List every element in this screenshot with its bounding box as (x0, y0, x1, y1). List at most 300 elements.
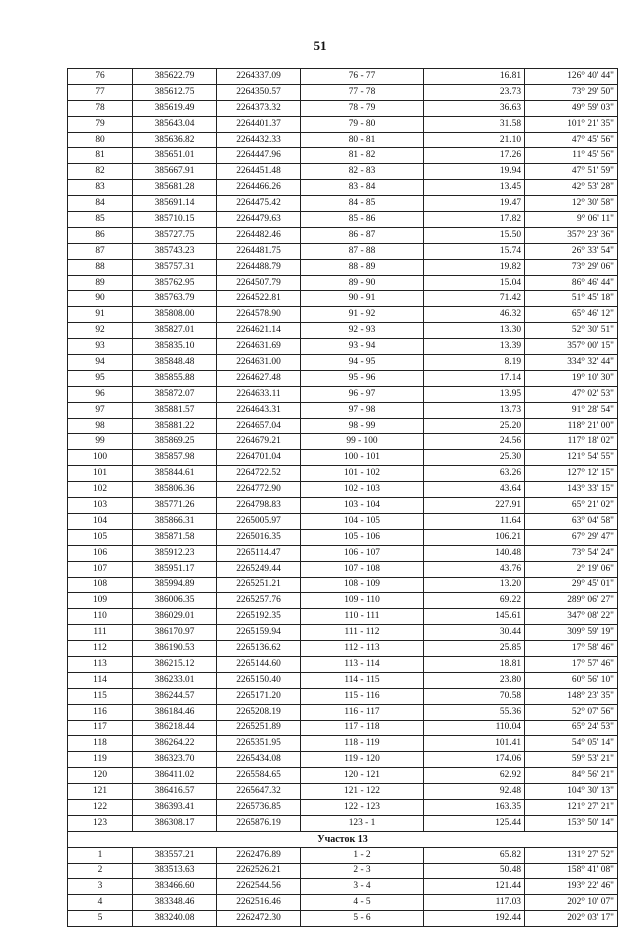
cell-y-coordinate: 2265136.62 (217, 641, 301, 657)
table-row (68, 672, 618, 688)
cell-bearing: 52° 30' 51" (525, 323, 618, 339)
cell-point-number: 109 (68, 593, 133, 609)
cell-length: 117.03 (424, 895, 525, 911)
table-row (68, 768, 618, 784)
cell-point-number: 86 (68, 227, 133, 243)
cell-point-number: 101 (68, 466, 133, 482)
table-row (68, 180, 618, 196)
cell-length: 13.39 (424, 339, 525, 355)
cell-segment: 2 - 3 (301, 863, 424, 879)
cell-length: 19.47 (424, 196, 525, 212)
cell-bearing: 121° 54' 55" (525, 450, 618, 466)
table-row (68, 323, 618, 339)
cell-bearing: 65° 21' 02" (525, 498, 618, 514)
cell-segment: 96 - 97 (301, 386, 424, 402)
cell-x-coordinate: 386393.41 (133, 799, 217, 815)
cell-point-number: 123 (68, 815, 133, 831)
cell-x-coordinate: 385871.58 (133, 529, 217, 545)
cell-x-coordinate: 386029.01 (133, 609, 217, 625)
cell-length: 65.82 (424, 847, 525, 863)
cell-point-number: 114 (68, 672, 133, 688)
cell-x-coordinate: 385743.23 (133, 243, 217, 259)
cell-x-coordinate: 386416.57 (133, 784, 217, 800)
cell-length: 15.50 (424, 227, 525, 243)
cell-bearing: 47° 51' 59" (525, 164, 618, 180)
cell-y-coordinate: 2264475.42 (217, 196, 301, 212)
cell-y-coordinate: 2264631.69 (217, 339, 301, 355)
cell-bearing: 357° 00' 15" (525, 339, 618, 355)
cell-length: 13.45 (424, 180, 525, 196)
cell-length: 62.92 (424, 768, 525, 784)
cell-x-coordinate: 386308.17 (133, 815, 217, 831)
cell-length: 19.82 (424, 259, 525, 275)
cell-segment: 105 - 106 (301, 529, 424, 545)
cell-y-coordinate: 2264447.96 (217, 148, 301, 164)
cell-point-number: 78 (68, 100, 133, 116)
cell-bearing: 17° 58' 46" (525, 641, 618, 657)
cell-length: 17.14 (424, 370, 525, 386)
cell-length: 8.19 (424, 355, 525, 371)
cell-x-coordinate: 385857.98 (133, 450, 217, 466)
cell-y-coordinate: 2265351.95 (217, 736, 301, 752)
cell-point-number: 93 (68, 339, 133, 355)
cell-segment: 87 - 88 (301, 243, 424, 259)
cell-y-coordinate: 2264522.81 (217, 291, 301, 307)
section-title: Участок 13 (68, 831, 618, 847)
cell-segment: 90 - 91 (301, 291, 424, 307)
cell-length: 70.58 (424, 688, 525, 704)
cell-segment: 107 - 108 (301, 561, 424, 577)
cell-y-coordinate: 2265584.65 (217, 768, 301, 784)
cell-x-coordinate: 385872.07 (133, 386, 217, 402)
cell-segment: 84 - 85 (301, 196, 424, 212)
cell-y-coordinate: 2265016.35 (217, 529, 301, 545)
cell-length: 15.04 (424, 275, 525, 291)
cell-length: 24.56 (424, 434, 525, 450)
table-row (68, 450, 618, 466)
cell-y-coordinate: 2265159.94 (217, 625, 301, 641)
cell-point-number: 76 (68, 69, 133, 85)
cell-bearing: 73° 29' 50" (525, 84, 618, 100)
cell-bearing: 158° 41' 08" (525, 863, 618, 879)
cell-y-coordinate: 2264337.09 (217, 69, 301, 85)
cell-y-coordinate: 2264701.04 (217, 450, 301, 466)
cell-segment: 76 - 77 (301, 69, 424, 85)
table-row (68, 545, 618, 561)
cell-y-coordinate: 2265249.44 (217, 561, 301, 577)
cell-segment: 118 - 119 (301, 736, 424, 752)
cell-point-number: 79 (68, 116, 133, 132)
table-row (68, 307, 618, 323)
cell-bearing: 143° 33' 15" (525, 482, 618, 498)
cell-bearing: 309° 59' 19" (525, 625, 618, 641)
cell-length: 46.32 (424, 307, 525, 323)
cell-point-number: 96 (68, 386, 133, 402)
cell-length: 145.61 (424, 609, 525, 625)
table-row (68, 911, 618, 927)
cell-length: 36.63 (424, 100, 525, 116)
cell-bearing: 54° 05' 14" (525, 736, 618, 752)
cell-segment: 4 - 5 (301, 895, 424, 911)
table-row (68, 498, 618, 514)
cell-y-coordinate: 2264722.52 (217, 466, 301, 482)
cell-bearing: 131° 27' 52" (525, 847, 618, 863)
cell-bearing: 59° 53' 21" (525, 752, 618, 768)
cell-length: 163.35 (424, 799, 525, 815)
table-row (68, 482, 618, 498)
cell-bearing: 73° 29' 06" (525, 259, 618, 275)
cell-length: 101.41 (424, 736, 525, 752)
cell-y-coordinate: 2264432.33 (217, 132, 301, 148)
cell-bearing: 84° 56' 21" (525, 768, 618, 784)
cell-bearing: 202° 10' 07" (525, 895, 618, 911)
cell-x-coordinate: 385951.17 (133, 561, 217, 577)
table-row (68, 879, 618, 895)
cell-point-number: 77 (68, 84, 133, 100)
cell-point-number: 85 (68, 212, 133, 228)
cell-y-coordinate: 2265144.60 (217, 656, 301, 672)
cell-y-coordinate: 2262476.89 (217, 847, 301, 863)
cell-length: 13.20 (424, 577, 525, 593)
cell-bearing: 29° 45' 01" (525, 577, 618, 593)
cell-point-number: 121 (68, 784, 133, 800)
table-row (68, 784, 618, 800)
cell-bearing: 101° 21' 35" (525, 116, 618, 132)
cell-segment: 83 - 84 (301, 180, 424, 196)
cell-x-coordinate: 385869.25 (133, 434, 217, 450)
cell-point-number: 104 (68, 513, 133, 529)
cell-point-number: 107 (68, 561, 133, 577)
cell-x-coordinate: 386411.02 (133, 768, 217, 784)
cell-point-number: 80 (68, 132, 133, 148)
cell-segment: 106 - 107 (301, 545, 424, 561)
cell-segment: 94 - 95 (301, 355, 424, 371)
cell-segment: 123 - 1 (301, 815, 424, 831)
cell-bearing: 65° 24' 53" (525, 720, 618, 736)
cell-bearing: 148° 23' 35" (525, 688, 618, 704)
cell-x-coordinate: 386184.46 (133, 704, 217, 720)
table-row (68, 799, 618, 815)
cell-bearing: 51° 45' 18" (525, 291, 618, 307)
cell-length: 21.10 (424, 132, 525, 148)
cell-y-coordinate: 2265251.89 (217, 720, 301, 736)
table-row (68, 164, 618, 180)
cell-point-number: 82 (68, 164, 133, 180)
cell-point-number: 117 (68, 720, 133, 736)
cell-point-number: 111 (68, 625, 133, 641)
cell-point-number: 84 (68, 196, 133, 212)
cell-y-coordinate: 2264621.14 (217, 323, 301, 339)
cell-bearing: 86° 46' 44" (525, 275, 618, 291)
cell-bearing: 49° 59' 03" (525, 100, 618, 116)
cell-segment: 119 - 120 (301, 752, 424, 768)
table-row (68, 593, 618, 609)
table-row (68, 259, 618, 275)
cell-x-coordinate: 383466.60 (133, 879, 217, 895)
cell-segment: 93 - 94 (301, 339, 424, 355)
table-row (68, 895, 618, 911)
cell-y-coordinate: 2265736.85 (217, 799, 301, 815)
cell-y-coordinate: 2264772.90 (217, 482, 301, 498)
cell-x-coordinate: 383240.08 (133, 911, 217, 927)
cell-length: 140.48 (424, 545, 525, 561)
cell-bearing: 65° 46' 12" (525, 307, 618, 323)
cell-point-number: 113 (68, 656, 133, 672)
cell-y-coordinate: 2264631.00 (217, 355, 301, 371)
cell-x-coordinate: 385808.00 (133, 307, 217, 323)
cell-segment: 78 - 79 (301, 100, 424, 116)
cell-bearing: 153° 50' 14" (525, 815, 618, 831)
cell-x-coordinate: 386218.44 (133, 720, 217, 736)
cell-segment: 1 - 2 (301, 847, 424, 863)
cell-bearing: 60° 56' 10" (525, 672, 618, 688)
cell-x-coordinate: 385612.75 (133, 84, 217, 100)
cell-point-number: 110 (68, 609, 133, 625)
cell-point-number: 105 (68, 529, 133, 545)
cell-x-coordinate: 386323.70 (133, 752, 217, 768)
cell-length: 43.64 (424, 482, 525, 498)
cell-y-coordinate: 2265647.32 (217, 784, 301, 800)
table-row (68, 513, 618, 529)
cell-y-coordinate: 2262526.21 (217, 863, 301, 879)
cell-point-number: 3 (68, 879, 133, 895)
table-row (68, 339, 618, 355)
table-row (68, 116, 618, 132)
cell-length: 106.21 (424, 529, 525, 545)
cell-x-coordinate: 385994.89 (133, 577, 217, 593)
cell-x-coordinate: 385827.01 (133, 323, 217, 339)
cell-bearing: 47° 45' 56" (525, 132, 618, 148)
cell-bearing: 73° 54' 24" (525, 545, 618, 561)
cell-x-coordinate: 385651.01 (133, 148, 217, 164)
table-row (68, 736, 618, 752)
cell-y-coordinate: 2264350.57 (217, 84, 301, 100)
cell-segment: 112 - 113 (301, 641, 424, 657)
cell-y-coordinate: 2264643.31 (217, 402, 301, 418)
cell-y-coordinate: 2264627.48 (217, 370, 301, 386)
table-row (68, 752, 618, 768)
cell-length: 50.48 (424, 863, 525, 879)
cell-bearing: 11° 45' 56" (525, 148, 618, 164)
cell-point-number: 87 (68, 243, 133, 259)
cell-point-number: 90 (68, 291, 133, 307)
cell-bearing: 334° 32' 44" (525, 355, 618, 371)
cell-bearing: 9° 06' 11" (525, 212, 618, 228)
cell-segment: 97 - 98 (301, 402, 424, 418)
cell-length: 16.81 (424, 69, 525, 85)
cell-point-number: 115 (68, 688, 133, 704)
cell-y-coordinate: 2264482.46 (217, 227, 301, 243)
cell-y-coordinate: 2262544.56 (217, 879, 301, 895)
cell-segment: 117 - 118 (301, 720, 424, 736)
cell-segment: 3 - 4 (301, 879, 424, 895)
cell-bearing: 19° 10' 30" (525, 370, 618, 386)
cell-x-coordinate: 386006.35 (133, 593, 217, 609)
cell-segment: 102 - 103 (301, 482, 424, 498)
cell-point-number: 98 (68, 418, 133, 434)
cell-length: 25.85 (424, 641, 525, 657)
cell-segment: 88 - 89 (301, 259, 424, 275)
cell-point-number: 5 (68, 911, 133, 927)
cell-point-number: 106 (68, 545, 133, 561)
table-row (68, 402, 618, 418)
cell-length: 192.44 (424, 911, 525, 927)
cell-x-coordinate: 386190.53 (133, 641, 217, 657)
table-row (68, 625, 618, 641)
cell-length: 63.26 (424, 466, 525, 482)
cell-bearing: 121° 27' 21" (525, 799, 618, 815)
cell-bearing: 126° 40' 44" (525, 69, 618, 85)
table-row (68, 418, 618, 434)
cell-x-coordinate: 385855.88 (133, 370, 217, 386)
table-row (68, 609, 618, 625)
section-header-row (68, 831, 618, 847)
coordinates-table (67, 68, 618, 927)
cell-bearing: 289° 06' 27" (525, 593, 618, 609)
cell-y-coordinate: 2264507.79 (217, 275, 301, 291)
table-row (68, 370, 618, 386)
cell-y-coordinate: 2265208.19 (217, 704, 301, 720)
cell-point-number: 91 (68, 307, 133, 323)
cell-segment: 116 - 117 (301, 704, 424, 720)
cell-segment: 99 - 100 (301, 434, 424, 450)
cell-length: 15.74 (424, 243, 525, 259)
cell-segment: 86 - 87 (301, 227, 424, 243)
cell-point-number: 94 (68, 355, 133, 371)
table-row (68, 291, 618, 307)
cell-bearing: 357° 23' 36" (525, 227, 618, 243)
cell-segment: 120 - 121 (301, 768, 424, 784)
table-row (68, 688, 618, 704)
cell-length: 30.44 (424, 625, 525, 641)
cell-x-coordinate: 385681.28 (133, 180, 217, 196)
cell-x-coordinate: 385619.49 (133, 100, 217, 116)
cell-point-number: 108 (68, 577, 133, 593)
cell-length: 23.80 (424, 672, 525, 688)
cell-y-coordinate: 2265005.97 (217, 513, 301, 529)
cell-x-coordinate: 385835.10 (133, 339, 217, 355)
cell-bearing: 42° 53' 28" (525, 180, 618, 196)
cell-bearing: 17° 57' 46" (525, 656, 618, 672)
cell-bearing: 67° 29' 47" (525, 529, 618, 545)
cell-y-coordinate: 2265257.76 (217, 593, 301, 609)
cell-point-number: 118 (68, 736, 133, 752)
cell-x-coordinate: 386244.57 (133, 688, 217, 704)
cell-segment: 91 - 92 (301, 307, 424, 323)
cell-point-number: 120 (68, 768, 133, 784)
cell-x-coordinate: 386170.97 (133, 625, 217, 641)
cell-x-coordinate: 385806.36 (133, 482, 217, 498)
cell-x-coordinate: 385727.75 (133, 227, 217, 243)
cell-x-coordinate: 385844.61 (133, 466, 217, 482)
cell-bearing: 63° 04' 58" (525, 513, 618, 529)
table-row (68, 243, 618, 259)
table-row (68, 148, 618, 164)
cell-y-coordinate: 2264479.63 (217, 212, 301, 228)
cell-y-coordinate: 2264451.48 (217, 164, 301, 180)
table-row (68, 132, 618, 148)
cell-y-coordinate: 2265876.19 (217, 815, 301, 831)
cell-x-coordinate: 385710.15 (133, 212, 217, 228)
cell-x-coordinate: 385762.95 (133, 275, 217, 291)
cell-x-coordinate: 385848.48 (133, 355, 217, 371)
cell-point-number: 89 (68, 275, 133, 291)
table-row (68, 656, 618, 672)
cell-segment: 82 - 83 (301, 164, 424, 180)
cell-y-coordinate: 2262472.30 (217, 911, 301, 927)
table-row (68, 355, 618, 371)
cell-length: 69.22 (424, 593, 525, 609)
cell-y-coordinate: 2265192.35 (217, 609, 301, 625)
cell-length: 17.26 (424, 148, 525, 164)
cell-point-number: 95 (68, 370, 133, 386)
cell-length: 92.48 (424, 784, 525, 800)
cell-x-coordinate: 385691.14 (133, 196, 217, 212)
cell-x-coordinate: 385881.57 (133, 402, 217, 418)
cell-x-coordinate: 383557.21 (133, 847, 217, 863)
table-row (68, 227, 618, 243)
cell-length: 17.82 (424, 212, 525, 228)
cell-point-number: 88 (68, 259, 133, 275)
cell-segment: 98 - 99 (301, 418, 424, 434)
cell-bearing: 2° 19' 06" (525, 561, 618, 577)
cell-y-coordinate: 2265171.20 (217, 688, 301, 704)
cell-x-coordinate: 386215.12 (133, 656, 217, 672)
cell-segment: 100 - 101 (301, 450, 424, 466)
cell-segment: 5 - 6 (301, 911, 424, 927)
cell-y-coordinate: 2264578.90 (217, 307, 301, 323)
cell-x-coordinate: 386233.01 (133, 672, 217, 688)
cell-length: 25.30 (424, 450, 525, 466)
cell-y-coordinate: 2264373.32 (217, 100, 301, 116)
cell-bearing: 47° 02' 53" (525, 386, 618, 402)
cell-segment: 108 - 109 (301, 577, 424, 593)
cell-length: 11.64 (424, 513, 525, 529)
cell-bearing: 202° 03' 17" (525, 911, 618, 927)
cell-length: 174.06 (424, 752, 525, 768)
cell-segment: 104 - 105 (301, 513, 424, 529)
cell-segment: 95 - 96 (301, 370, 424, 386)
cell-length: 23.73 (424, 84, 525, 100)
cell-x-coordinate: 385622.79 (133, 69, 217, 85)
cell-x-coordinate: 385763.79 (133, 291, 217, 307)
cell-bearing: 12° 30' 58" (525, 196, 618, 212)
cell-x-coordinate: 385757.31 (133, 259, 217, 275)
cell-y-coordinate: 2264633.11 (217, 386, 301, 402)
cell-y-coordinate: 2265150.40 (217, 672, 301, 688)
cell-length: 13.73 (424, 402, 525, 418)
cell-x-coordinate: 385643.04 (133, 116, 217, 132)
cell-length: 13.95 (424, 386, 525, 402)
table-row (68, 69, 618, 85)
cell-point-number: 99 (68, 434, 133, 450)
cell-y-coordinate: 2265434.08 (217, 752, 301, 768)
cell-bearing: 117° 18' 02" (525, 434, 618, 450)
cell-point-number: 83 (68, 180, 133, 196)
cell-y-coordinate: 2264798.83 (217, 498, 301, 514)
cell-segment: 113 - 114 (301, 656, 424, 672)
cell-bearing: 347° 08' 22" (525, 609, 618, 625)
table-row (68, 386, 618, 402)
cell-point-number: 100 (68, 450, 133, 466)
cell-point-number: 1 (68, 847, 133, 863)
page-number: 51 (313, 38, 327, 53)
cell-y-coordinate: 2264679.21 (217, 434, 301, 450)
table-row (68, 196, 618, 212)
cell-point-number: 103 (68, 498, 133, 514)
cell-x-coordinate: 383348.46 (133, 895, 217, 911)
cell-length: 43.76 (424, 561, 525, 577)
